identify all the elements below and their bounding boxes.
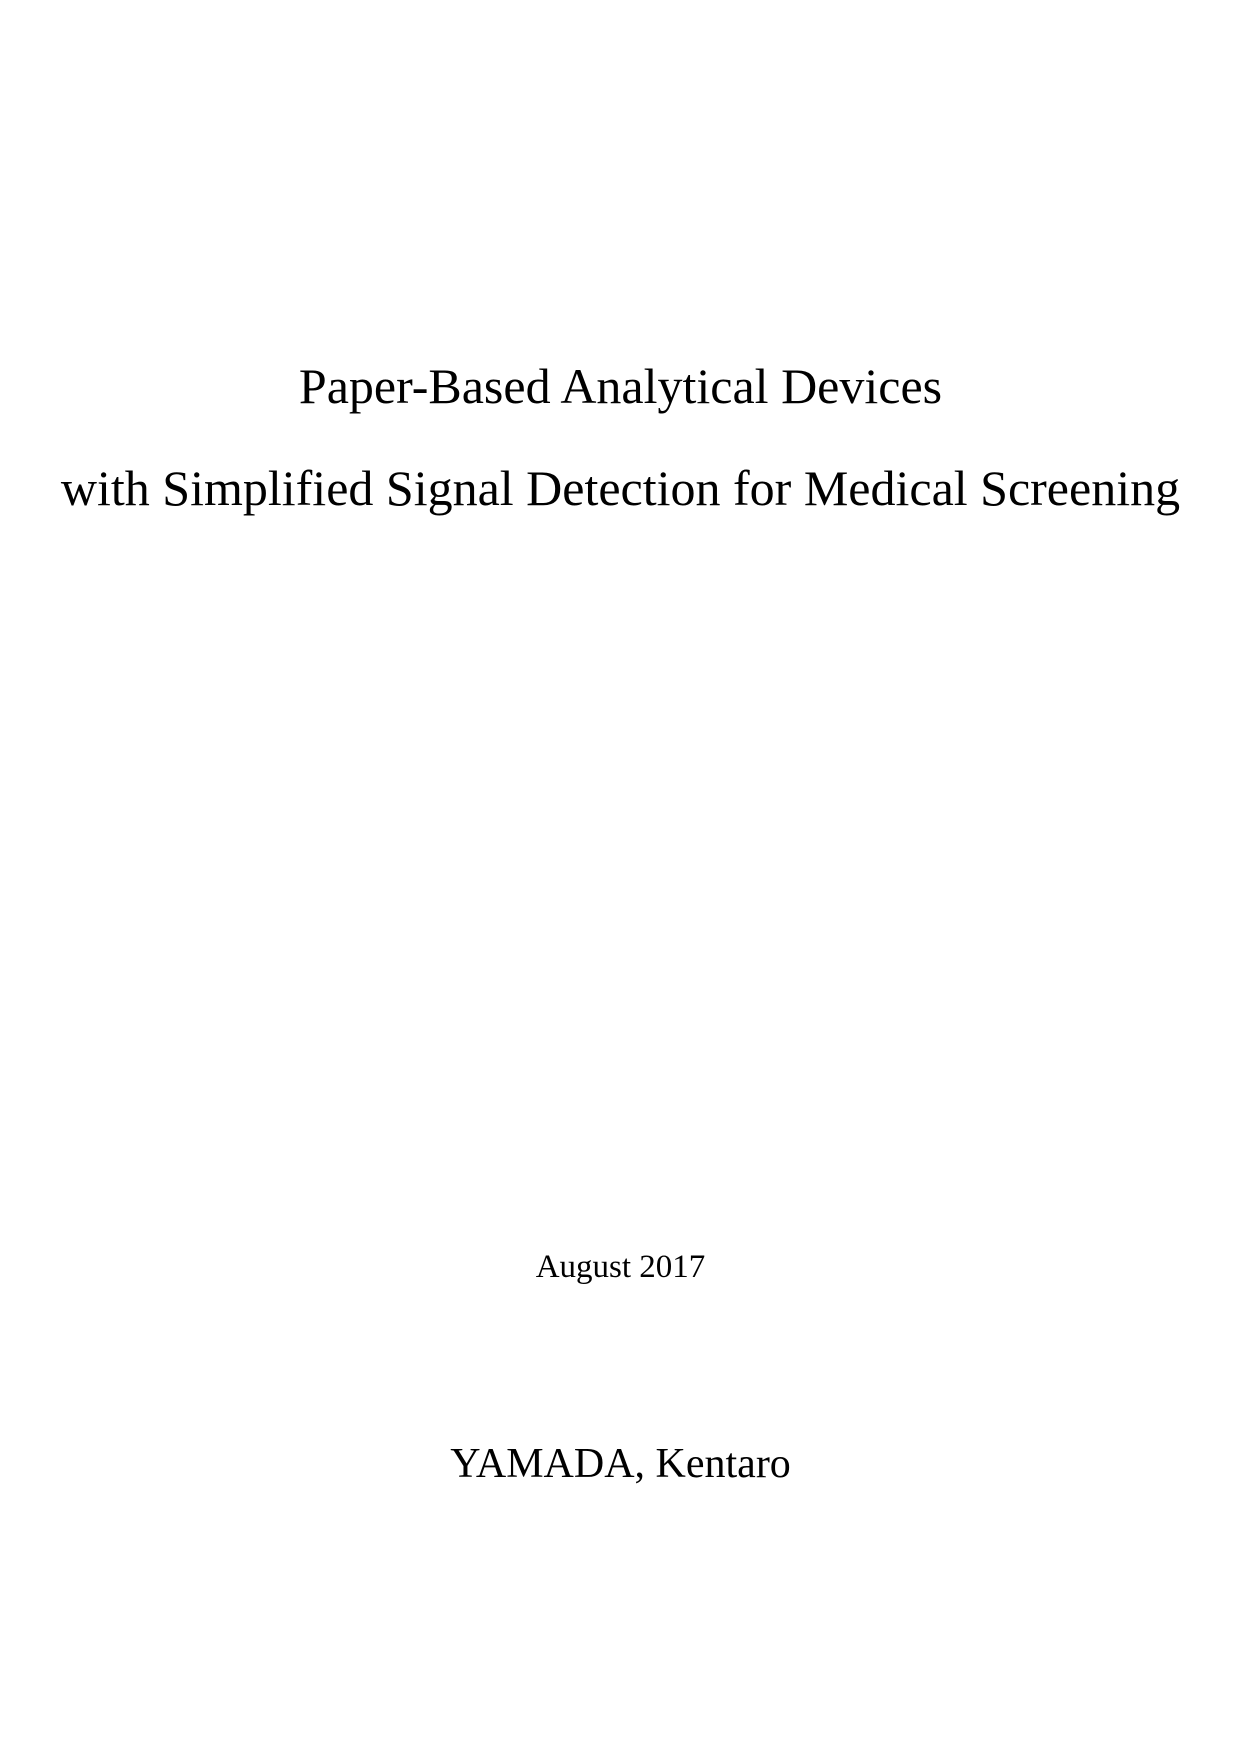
- document-title-line-2: with Simplified Signal Detection for Medical Screening: [60, 460, 1181, 516]
- author-name: YAMADA, Kentaro: [450, 1441, 791, 1487]
- publication-date: August 2017: [535, 1249, 706, 1285]
- document-title-line-1: Paper-Based Analytical Devices: [298, 358, 943, 414]
